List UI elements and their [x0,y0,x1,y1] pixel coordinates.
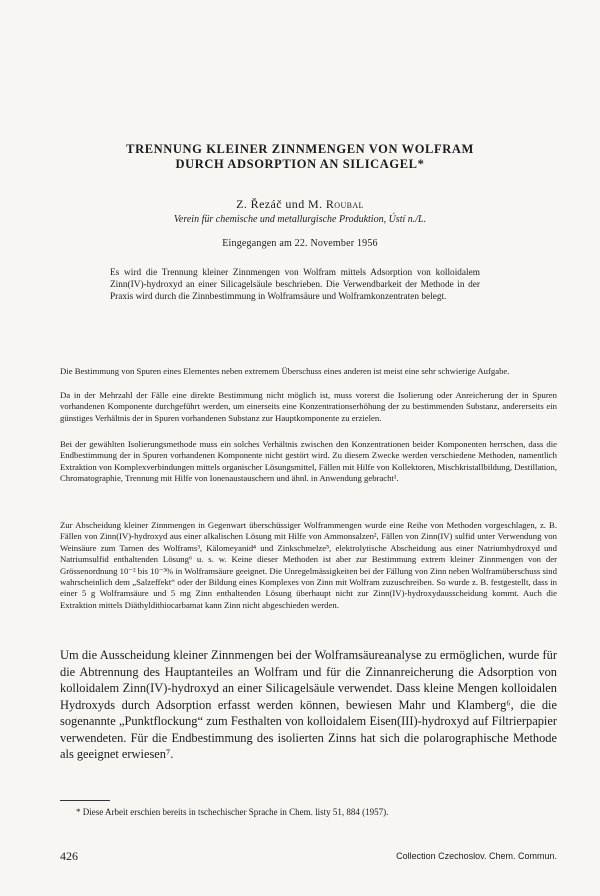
footnote: * Diese Arbeit erschien bereits in tschechischer Sprache in Chem. listy 51, 884 (1957). [76,807,389,817]
journal-name: Collection Czechoslov. Chem. Commun. [396,851,557,861]
page-number: 426 [60,849,78,863]
paragraph-1: Die Bestimmung von Spuren eines Elementes neben extremem Überschuss eines anderen ist meist eine sehr schwierige Aufgabe. [60,366,510,376]
paragraph-2: Da in der Mehrzahl der Fälle eine direkte Bestimmung nicht möglich ist, muss vorerst die Isolierung oder Anreicherung der in Spuren vorhandenen Komponente durchgeführt werden, um einerseits eine Konzentrationserhöhung der zu bestimmenden Substanz, andererseits ein günstiges Verhältnis der in Spuren vorhandenen Substanz zur Hauptkomponente zu erzielen. [60,390,557,423]
authors-conjunction: und [285,197,305,211]
footnote-rule [60,800,110,801]
affiliation: Verein für chemische und metallurgische Produktion, Ústí n./L. [173,214,427,225]
paragraph-4: Zur Abscheidung kleiner Zinnmengen in Gegenwart überschüssiger Wolframmengen wurde eine Reihe von Methoden vorgeschlagen, z. B. Fällen von Zinn(IV)-hydroxyd aus einer alkalischen Lösung mit Hilfe von Ammonsalzen², Fällen von Zinn(IV) sulfid unter Verwendung von Weinsäure zum Tarnen des Wolframs³, Kälomeyanid⁴ und Zinkschmelze⁵, elektrolytische Abscheidung aus einer Natriumhydroxyd und Natriumsulfid enthaltenden Lösung⁶ u. s. w. Keine dieser Methoden ist aber zur Bestimmung extrem kleiner Zinnmengen von der Grössenordnung 10⁻² bis 10⁻³% in Wolframsäure geeignet. Die Unregelmässigkeiten bei der Fällung von Zinn neben Wolframüberschuss sind wahrscheinlich dem „Salzeffekt“ oder der Bildung eines Komplexes von Zinn mit Wolfram zuzuschreiben. So wurde z. B. festgestellt, dass in einer 5 g Wolframsäure und 5 mg Zinn enthaltenden Lösung überhaupt nicht zur Zinn(IV)-hydroxydausscheidung kommt. Auch die Extraktion mittels Diäthyldithiocarbamat kann Zinn nicht abgeschieden werden. [60,520,557,610]
author-1: Z. Řezáč [236,197,282,211]
received-date: Eingegangen am 22. November 1956 [222,238,378,249]
author-2: M. Roubal [308,197,364,211]
abstract: Es wird die Trennung kleiner Zinnmengen von Wolfram mittels Adsorption von kolloidalem Zinn(IV)-hydroxyd an einer Silicagelsäule beschrieben. Die Verwendbarkeit der Methode in der Praxis wird durch die Zinnbestimmung in Wolframsäure und Wolframkonzentraten belegt. [110,268,480,302]
paragraph-5: Um die Ausscheidung kleiner Zinnmengen bei der Wolframsäureanalyse zu ermöglichen, wurde für die Abtrennung des Hauptanteiles an Wolfram und für die Zinnanreicherung die Adsorption von kolloidalem Zinn(IV)-hydroxyd an einer Silicagelsäule verwendet. Dass kleine Mengen kolloidalen Hydroxyds durch Adsorption erfasst werden können, bewiesen Mahr und Klamberg⁶, die die sogenannte „Punktflockung“ zum Festhalten von kolloidalem Eisen(III)-hydroxyd auf Filtrierpapier verwendeten. Für die Endbestimmung des isolierten Zinns hat sich die polarographische Methode als geeignet erwiesen⁷. [60,648,557,761]
title-line-2: DURCH ADSORPTION AN SILICAGEL* [175,157,425,171]
paragraph-3: Bei der gewählten Isolierungsmethode muss ein solches Verhältnis zwischen den Konzentrationen beider Komponenten herrschen, dass die Endbestimmung der in Spuren vorhandenen Komponente nicht gestört wird. Zu diesem Zwecke werden verschiedene Methoden, namentlich Extraktion von Komplexverbindungen mittels organischer Lösungsmittel, Fällen mit Hilfe von Kollektoren, Mischkristallbildung, Destillation, Chromatographie, Trennung mit Hilfe von Ionenaustauschern und ähnl. in Anwendung gebracht¹. [60,439,557,484]
authors [0,197,600,212]
title-line-1: TRENNUNG KLEINER ZINNMENGEN VON WOLFRAM [126,142,474,156]
